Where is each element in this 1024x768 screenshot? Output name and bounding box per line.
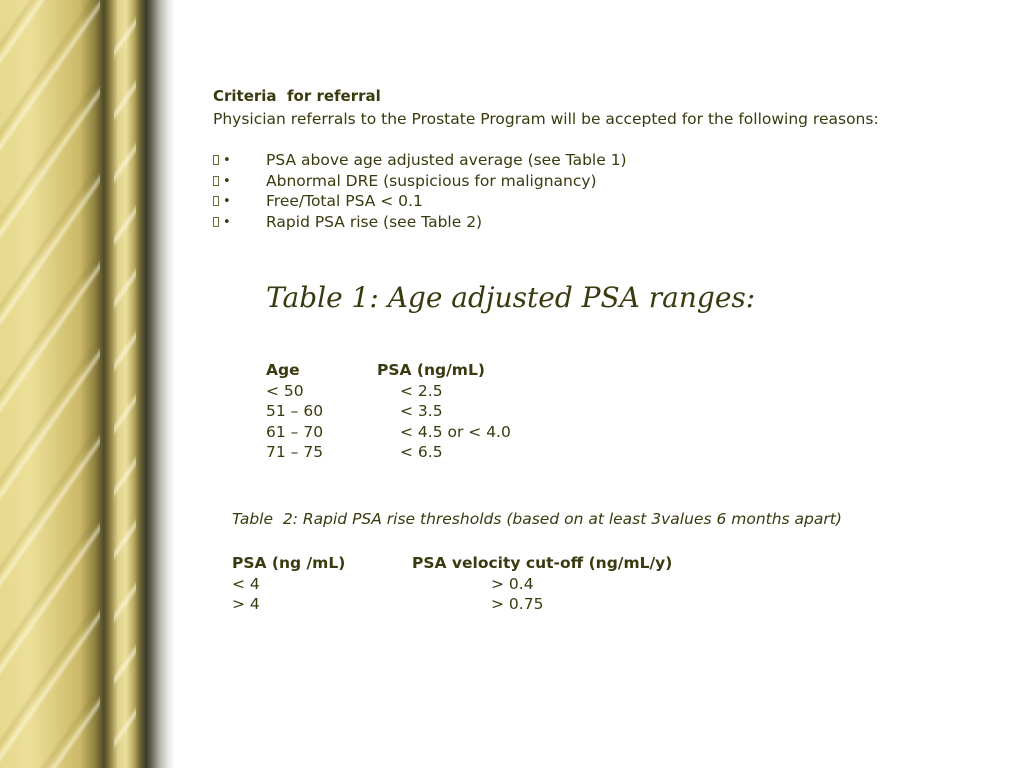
- header-psa: PSA (ng/mL): [377, 361, 485, 379]
- header-psa: PSA (ng /mL): [232, 554, 346, 572]
- age-cell: < 50: [266, 381, 304, 400]
- reason-text: PSA above age adjusted average (see Table 1): [266, 151, 627, 169]
- velocity-cell: > 0.75: [491, 595, 544, 613]
- border-diagonal-stripes: [0, 0, 100, 768]
- age-cell: 61 – 70: [266, 422, 324, 441]
- table-header-row: [266, 361, 485, 382]
- reason-text: Abnormal DRE (suspicious for malignancy): [266, 171, 597, 190]
- missing-glyph-box-icon: [213, 196, 219, 206]
- psa-cell: < 3.5: [400, 402, 443, 420]
- decorative-gold-border: [0, 0, 175, 768]
- header-age: Age: [266, 361, 300, 379]
- table-row: [232, 574, 534, 596]
- table-row: [232, 595, 544, 616]
- psa-cell: < 4.5 or < 4.0: [400, 422, 511, 441]
- bullet-dot-icon: •: [223, 173, 231, 189]
- table-header-row: [232, 554, 673, 575]
- header-velocity: PSA velocity cut-off (ng/mL/y): [412, 554, 673, 572]
- reason-text: Rapid PSA rise (see Table 2): [266, 212, 483, 231]
- referral-intro: Physician referrals to the Prostate Program will be accepted for the following reasons:: [213, 110, 879, 128]
- table2-caption: Table 2: Rapid PSA rise thresholds (based on at least 3values 6 months apart): [232, 510, 842, 528]
- missing-glyph-box-icon: [213, 155, 219, 165]
- age-cell: 51 – 60: [266, 402, 324, 420]
- table1-caption: Table 1: Age adjusted PSA ranges:: [266, 281, 756, 314]
- psa-cell: < 6.5: [400, 443, 443, 461]
- table-row: [266, 422, 511, 444]
- psa-cell: > 4: [232, 595, 260, 613]
- missing-glyph-box-icon: [213, 217, 219, 227]
- psa-velocity-table: [232, 554, 673, 616]
- bullet-dot-icon: •: [223, 214, 231, 230]
- table-row: [266, 402, 443, 423]
- table-row: [266, 381, 443, 403]
- velocity-cell: > 0.4: [491, 574, 534, 593]
- criteria-title: Criteria for referral: [213, 87, 381, 105]
- table-row: [266, 443, 443, 464]
- bullet-dot-icon: •: [223, 194, 231, 209]
- age-cell: 71 – 75: [266, 443, 324, 461]
- psa-cell: < 4: [232, 574, 260, 593]
- bullet-dot-icon: •: [223, 153, 231, 168]
- border-diagonal-stripes-narrow: [114, 0, 136, 768]
- psa-cell: < 2.5: [400, 381, 443, 400]
- age-psa-table: [266, 361, 511, 464]
- reason-text: Free/Total PSA < 0.1: [266, 192, 423, 210]
- missing-glyph-box-icon: [213, 176, 219, 186]
